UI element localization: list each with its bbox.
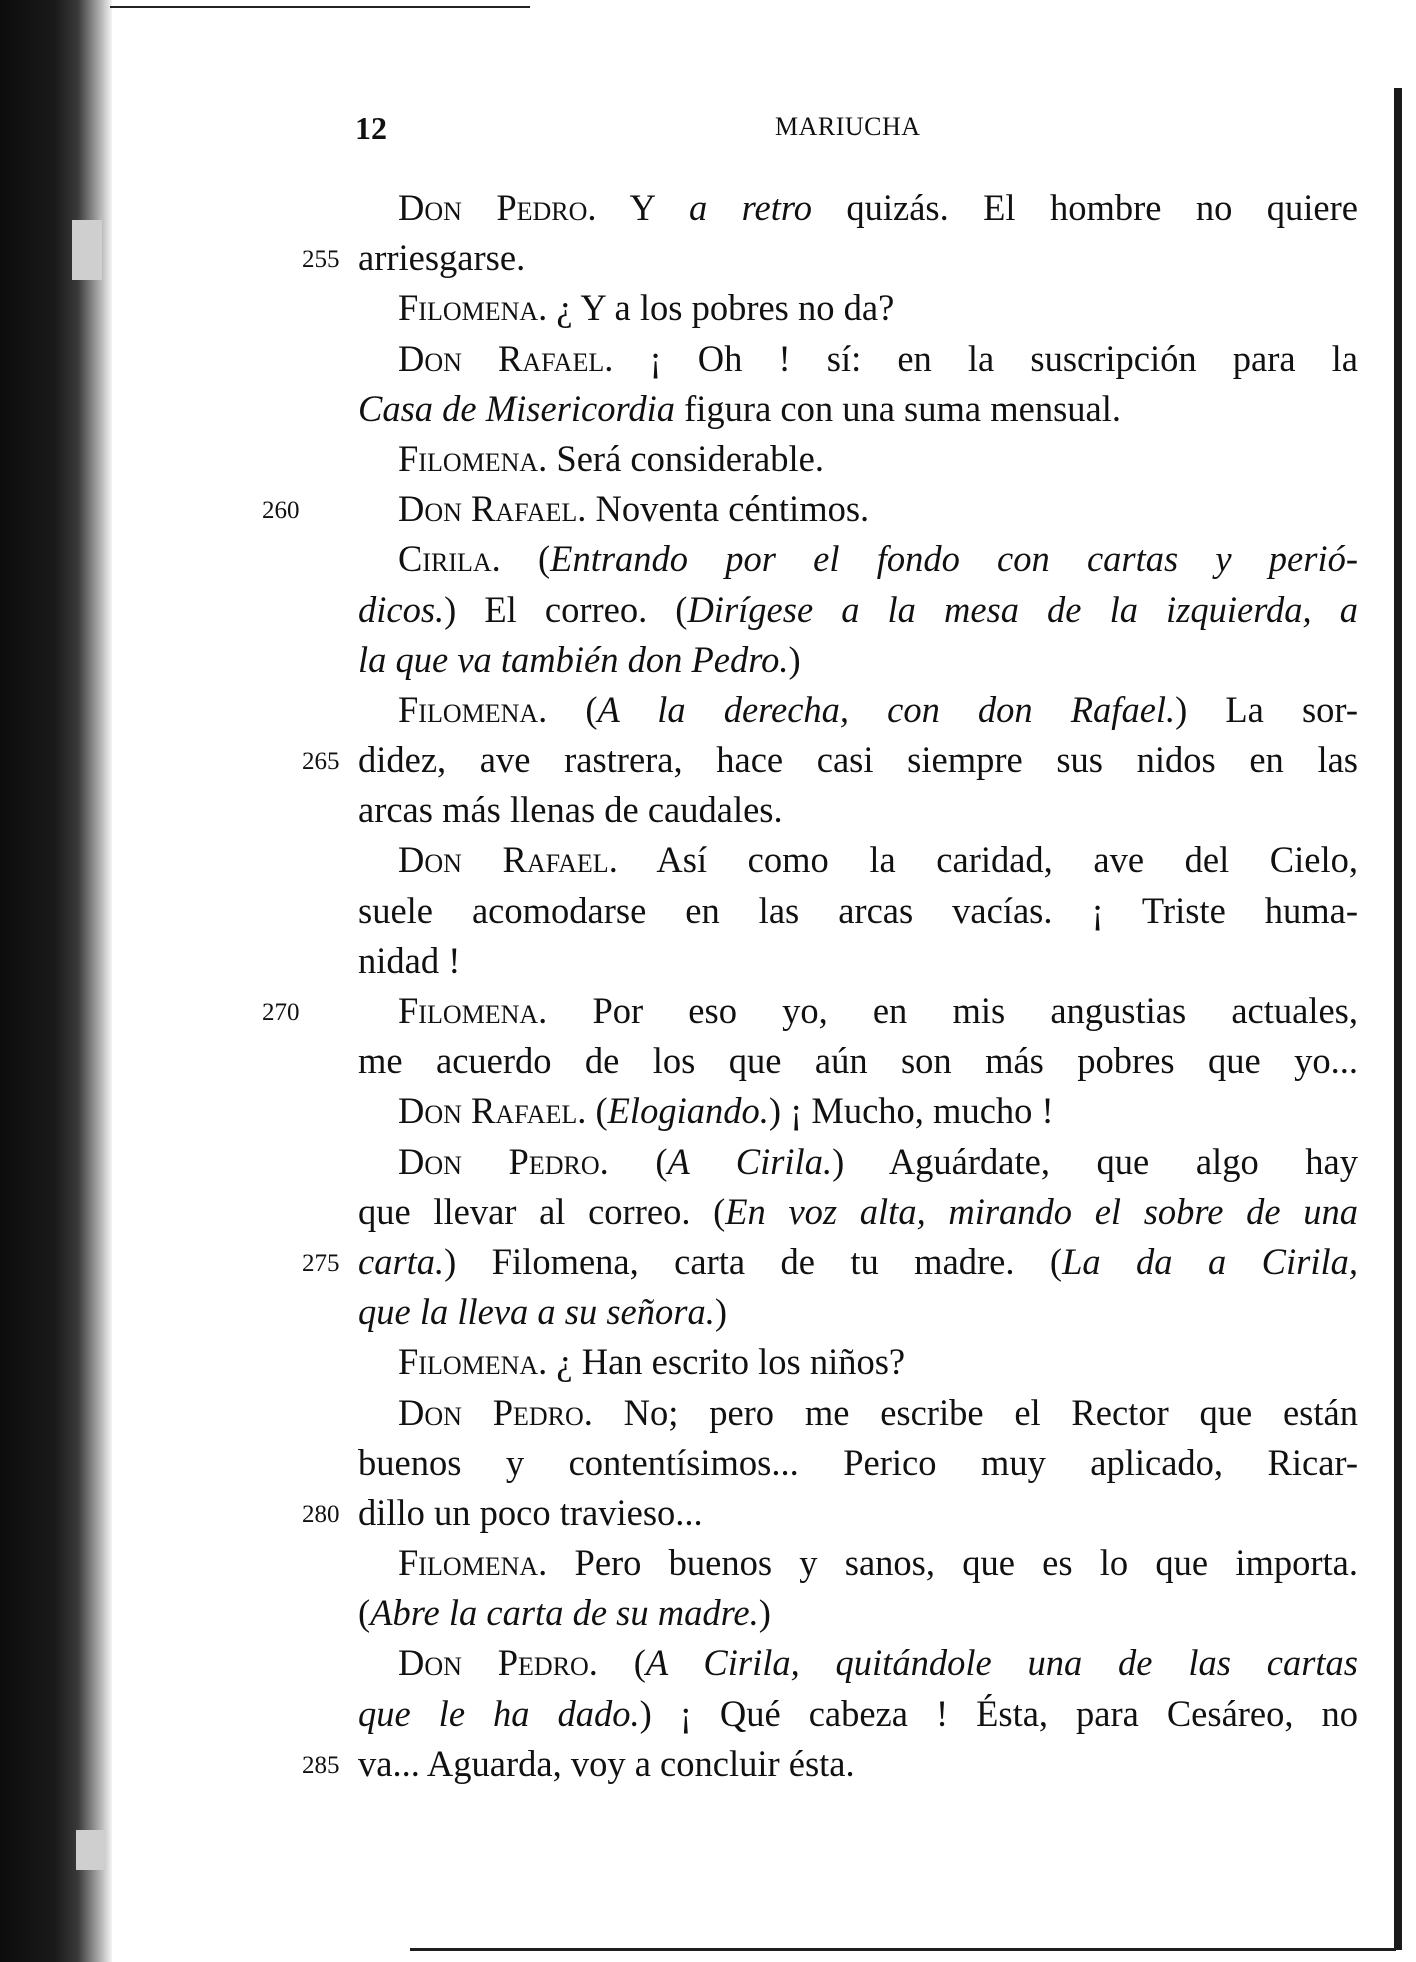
dialogue-text: ) — [714, 1291, 727, 1333]
speaker-name: Don Rafael. — [398, 488, 587, 530]
text-line — [358, 283, 1358, 333]
dialogue-text: ( — [586, 1090, 608, 1132]
dialogue-text: suele acomodarse en las arcas vacías. ¡ Triste huma- — [358, 889, 1358, 931]
page-bottom-edge — [410, 1948, 1396, 1951]
stage-direction: que le ha dado. — [358, 1692, 640, 1734]
text-line — [358, 1388, 1358, 1438]
text-line — [358, 1538, 1358, 1588]
speaker-name: Don Pedro. — [398, 1642, 598, 1684]
dialogue-text: No; pero me escribe el Rector que están — [592, 1391, 1358, 1433]
text-line — [358, 384, 1358, 434]
speaker-name: Filomena. — [398, 1341, 548, 1383]
text-line — [358, 1638, 1358, 1688]
speaker-name: Cirila. — [398, 538, 501, 580]
text-line — [358, 1337, 1358, 1387]
stage-direction: Casa de Misericordia — [358, 387, 675, 429]
dialogue-text: arcas más llenas de caudales. — [358, 789, 783, 831]
stage-direction: Entrando por el fondo con cartas y perió- — [550, 538, 1358, 580]
line-number: 265 — [302, 748, 340, 776]
text-line — [358, 685, 1358, 735]
text-line — [358, 1689, 1358, 1739]
text-line — [358, 1137, 1358, 1187]
text-line — [358, 434, 1358, 484]
page-header — [355, 110, 1365, 150]
dialogue-text: Pero buenos y sanos, que es lo que importa. — [547, 1542, 1358, 1584]
stage-direction: a retro — [689, 187, 812, 228]
dialogue-text: ) Aguárdate, que algo hay — [832, 1140, 1359, 1182]
speaker-name: Don Pedro. — [398, 1391, 593, 1433]
text-line — [302, 1488, 1358, 1538]
text-line — [358, 585, 1358, 635]
stage-direction: que la lleva a su señora. — [358, 1291, 715, 1333]
dialogue-text: ( — [358, 1592, 371, 1634]
line-number: 280 — [302, 1500, 340, 1528]
stage-direction: Abre la carta de su madre. — [370, 1592, 759, 1634]
stage-direction: La da a Cirila, — [1062, 1240, 1358, 1282]
dialogue-text: ¿ Y a los pobres no da? — [547, 287, 895, 329]
speaker-name: Filomena. — [398, 990, 548, 1031]
dialogue-text: me acuerdo de los que aún son más pobres que yo... — [358, 1040, 1358, 1082]
line-number: 260 — [262, 497, 300, 525]
stage-direction: A Cirila. — [667, 1140, 833, 1182]
stage-direction: A Cirila, quitándole una de las cartas — [645, 1642, 1358, 1684]
speaker-name: Filomena. — [398, 688, 548, 730]
dialogue-text: ) La sor- — [1175, 688, 1359, 730]
dialogue-text: ) ¡ Qué cabeza ! Ésta, para Cesáreo, no — [639, 1692, 1358, 1734]
stage-direction: dicos. — [358, 588, 445, 630]
text-line — [358, 635, 1358, 685]
page-right-edge — [1394, 88, 1402, 1950]
dialogue-text: que llevar al correo. ( — [358, 1190, 726, 1232]
line-number: 285 — [302, 1751, 340, 1779]
dialogue-text: dillo un poco travieso... — [358, 1491, 703, 1533]
spine-specks-bottom — [76, 1830, 106, 1870]
dialogue-text: buenos y contentísimos... Perico muy aplicado, Ricar- — [358, 1441, 1358, 1483]
text-line — [358, 835, 1358, 885]
dialogue-text: ( — [500, 538, 551, 580]
dialogue-text: ) Filomena, carta de tu madre. ( — [444, 1240, 1063, 1282]
text-line — [302, 233, 1358, 283]
speaker-name: Don Rafael. — [398, 1090, 587, 1132]
stage-direction: carta. — [358, 1240, 445, 1282]
stage-direction: En voz alta, mirando el sobre de una — [725, 1190, 1358, 1232]
stage-direction: Elogiando. — [607, 1090, 769, 1132]
text-line — [358, 1086, 1358, 1136]
speaker-name: Don Pedro. — [398, 1140, 609, 1182]
speaker-name: Don Rafael. — [398, 337, 614, 379]
text-line — [358, 785, 1358, 835]
line-number: 255 — [302, 246, 340, 274]
page-number: 12 — [355, 110, 387, 146]
dialogue-text: ) ¡ Mucho, mucho ! — [768, 1090, 1054, 1132]
text-line — [358, 183, 1358, 233]
speaker-name: Filomena. — [398, 437, 548, 479]
dialogue-text: ( — [547, 688, 598, 730]
dialogue-text: nidad ! — [358, 939, 461, 981]
text-line — [358, 1187, 1358, 1237]
dialogue-text: ) — [788, 638, 801, 680]
text-line — [358, 886, 1358, 936]
speaker-name: Don Pedro. — [398, 187, 597, 228]
play-text-body — [262, 183, 1359, 1789]
spine-specks-top — [72, 220, 102, 280]
text-line — [358, 1438, 1358, 1488]
text-line — [302, 1739, 1358, 1789]
speaker-name: Don Rafael. — [398, 839, 618, 881]
top-edge-rule — [110, 6, 530, 8]
dialogue-text: ¡ Oh ! sí: en la suscripción para la — [613, 337, 1359, 379]
line-number: 270 — [262, 999, 300, 1026]
dialogue-text: ( — [597, 1642, 646, 1684]
text-line — [302, 735, 1358, 785]
text-line — [262, 484, 1358, 534]
dialogue-text: ( — [608, 1140, 668, 1182]
stage-direction: A la derecha, con don Rafael. — [597, 688, 1176, 730]
dialogue-text: didez, ave rastrera, hace casi siempre sus nidos en las — [358, 739, 1358, 781]
dialogue-text: Así como la caridad, ave del Cielo, — [617, 839, 1359, 881]
dialogue-text: figura con una suma mensual. — [675, 387, 1121, 429]
running-title: MARIUCHA — [775, 112, 921, 141]
dialogue-text: Por eso yo, en mis angustias actuales, — [547, 990, 1358, 1031]
dialogue-text: arriesgarse. — [358, 237, 526, 279]
text-line — [358, 1287, 1358, 1337]
dialogue-text: Y — [596, 187, 689, 228]
dialogue-text: Será considerable. — [547, 437, 824, 479]
dialogue-text: va... Aguarda, voy a concluir ésta. — [358, 1742, 855, 1784]
text-line — [358, 1036, 1358, 1086]
text-line — [358, 534, 1358, 584]
speaker-name: Filomena. — [398, 1542, 548, 1584]
stage-direction: Dirígese a la mesa de la izquierda, a — [687, 588, 1358, 630]
text-line — [358, 1588, 1358, 1638]
dialogue-text: ) — [758, 1592, 771, 1634]
dialogue-text: ) El correo. ( — [444, 588, 688, 630]
dialogue-text: quizás. El hombre no quiere — [811, 187, 1358, 228]
text-line — [358, 936, 1358, 986]
text-line — [262, 986, 1358, 1036]
dialogue-text: Noventa céntimos. — [586, 488, 870, 530]
line-number: 275 — [302, 1249, 340, 1277]
book-spine-shadow — [0, 0, 112, 1962]
speaker-name: Filomena. — [398, 287, 548, 329]
stage-direction: la que va también don Pedro. — [358, 638, 789, 680]
dialogue-text: ¿ Han escrito los niños? — [547, 1341, 906, 1383]
text-line — [358, 334, 1358, 384]
text-line — [302, 1237, 1358, 1287]
